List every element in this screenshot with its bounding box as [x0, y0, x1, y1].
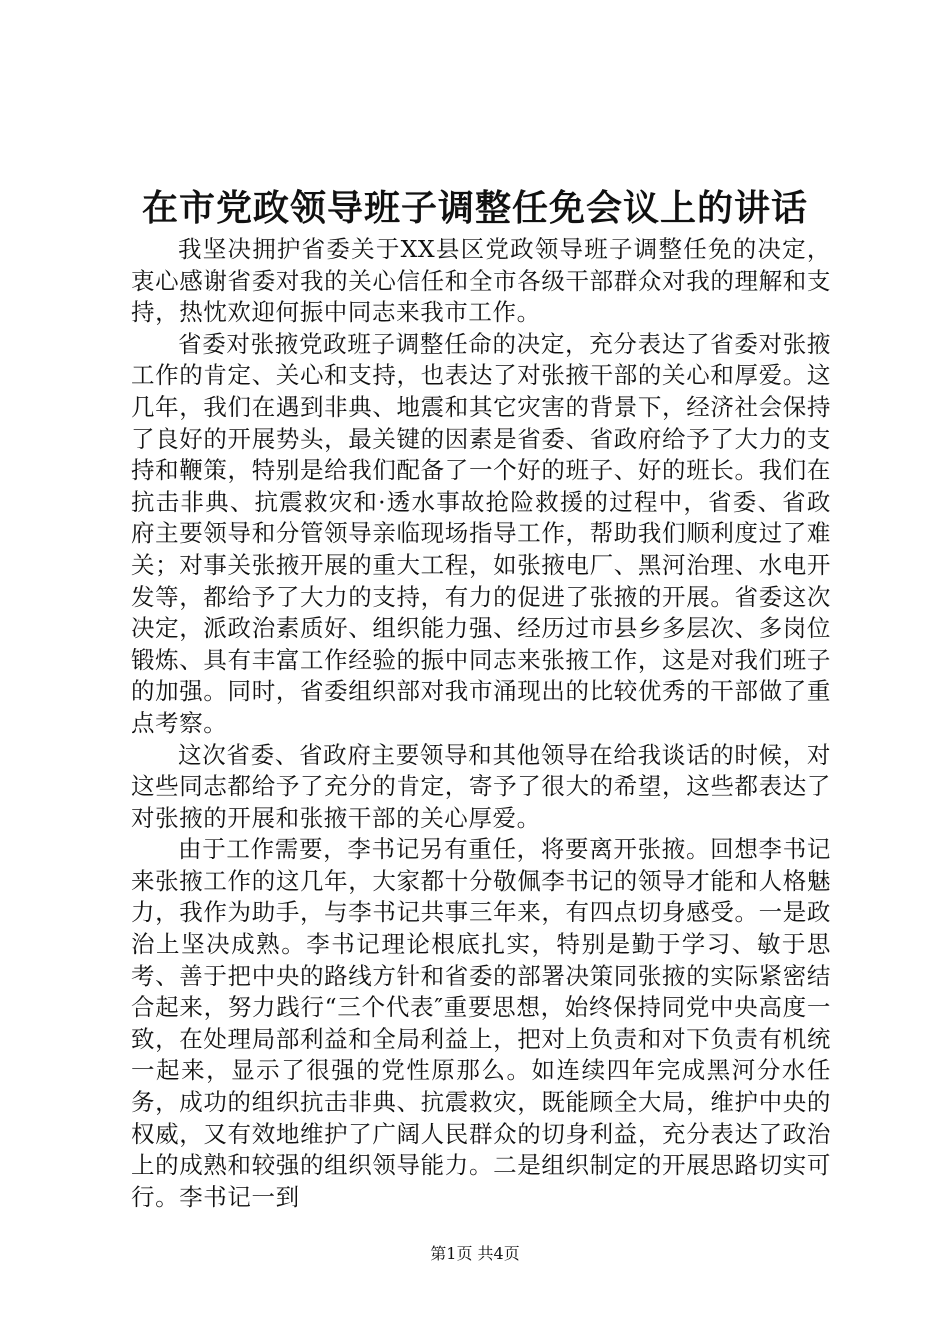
page-footer: 第1页 共4页	[430, 1244, 520, 1263]
paragraph: 这次省委、省政府主要领导和其他领导在给我谈话的时候，对这些同志都给予了充分的肯定，寄予了很大的希望，这些都表达了对张掖的开展和张掖干部的关心厚爱。	[131, 740, 831, 832]
paragraph: 省委对张掖党政班子调整任命的决定，充分表达了省委对张掖工作的肯定、关心和支持，也表达了对张掖干部的关心和厚爱。这几年，我们在遇到非典、地震和其它灾害的背景下，经济社会保持了良好的开展势头，最关键的因素是省委、省政府给予了大力的支持和鞭策，特别是给我们配备了一个好的班子、好的班长。我们在抗击非典、抗震救灾和·透水事故抢险救援的过程中，省委、省政府主要领导和分管领导亲临现场指导工作，帮助我们顺利度过了难关；对事关张掖开展的重大工程，如张掖电厂、黑河治理、水电开发等，都给予了大力的支持，有力的促进了张掖的开展。省委这次决定，派政治素质好、组织能力强、经历过市县乡多层次、多岗位锻炼、具有丰富工作经验的振中同志来张掖工作，这是对我们班子的加强。同时，省委组织部对我市涌现出的比较优秀的干部做了重点考察。	[131, 329, 831, 737]
document-title: 在市党政领导班子调整任免会议上的讲话	[141, 187, 808, 229]
document-body	[131, 234, 831, 1213]
paragraph: 我坚决拥护省委关于XX县区党政领导班子调整任免的决定，衷心感谢省委对我的关心信任和全市各级干部群众对我的理解和支持，热忱欢迎何振中同志来我市工作。	[131, 235, 831, 327]
paragraph: 由于工作需要，李书记另有重任，将要离开张掖。回想李书记来张掖工作的这几年，大家都十分敬佩李书记的领导才能和人格魅力，我作为助手，与李书记共事三年来，有四点切身感受。一是政治上坚决成熟。李书记理论根底扎实，特别是勤于学习、敏于思考、善于把中央的路线方针和省委的部署决策同张掖的实际紧密结合起来，努力践行“三个代表″重要思想，始终保持同党中央高度一致，在处理局部利益和全局利益上，把对上负责和对下负责有机统一起来，显示了很强的党性原那么。如连续四年完成黑河分水任务，成功的组织抗击非典、抗震救灾，既能顾全大局，维护中央的权威，又有效地维护了广阔人民群众的切身利益，充分表达了政治上的成熟和较强的组织领导能力。二是组织制定的开展思路切实可行。李书记一到	[131, 835, 831, 1211]
